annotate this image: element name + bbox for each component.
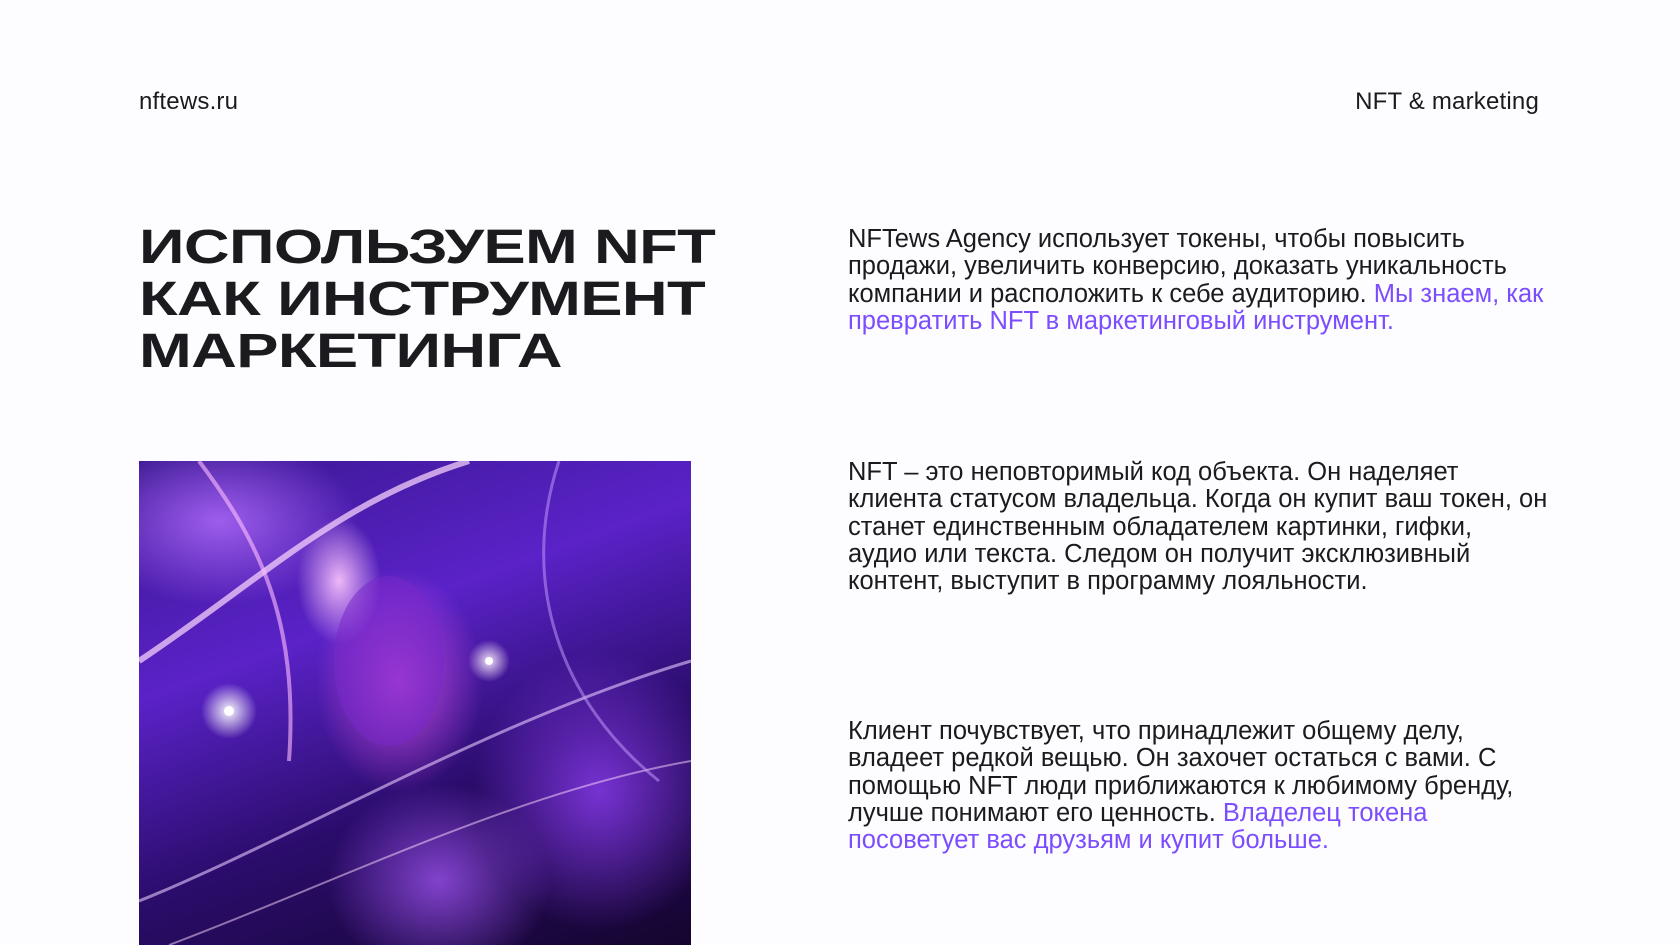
title-line: МАРКЕТИНГА (139, 325, 562, 378)
title-line: ИСПОЛЬЗУЕМ NFT (139, 221, 716, 274)
nft-artwork-image (139, 461, 691, 945)
paragraph-text: NFTews Agency использует токены, чтобы повысить продажи, увеличить конверсию, доказать уникальность компании и расположить к себе аудиторию. (848, 225, 1507, 308)
tagline: NFT & marketing (1355, 88, 1539, 115)
paragraph-accent: Мы знаем, как превратить NFT в маркетинговый инструмент. (848, 279, 1544, 335)
paragraph-benefits (848, 718, 1548, 854)
paragraph-intro (848, 226, 1548, 335)
paragraph-text: Клиент почувствует, что принадлежит общему делу, владеет редкой вещью. Он захочет остаться с вами. С помощью NFT люди приближаются к любимому бренду, лучше понимают его ценность. (848, 717, 1514, 827)
artwork-strokes (139, 461, 691, 945)
paragraph-text: NFT – это неповторимый код объекта. Он наделяет клиента статусом владельца. Когда он купит ваш токен, он станет единственным обладателем картинки, гифки, аудио или текста. Следом он получит эксклюзивный контент, выступит в программу лояльности. (848, 458, 1548, 596)
title-line: КАК ИНСТРУМЕНТ (139, 273, 705, 326)
paragraph-definition (848, 459, 1548, 595)
site-url: nftews.ru (139, 88, 239, 115)
paragraph-accent: Владелец токена посоветует вас друзьям и купит больше. (848, 798, 1428, 855)
page-title (139, 222, 715, 378)
